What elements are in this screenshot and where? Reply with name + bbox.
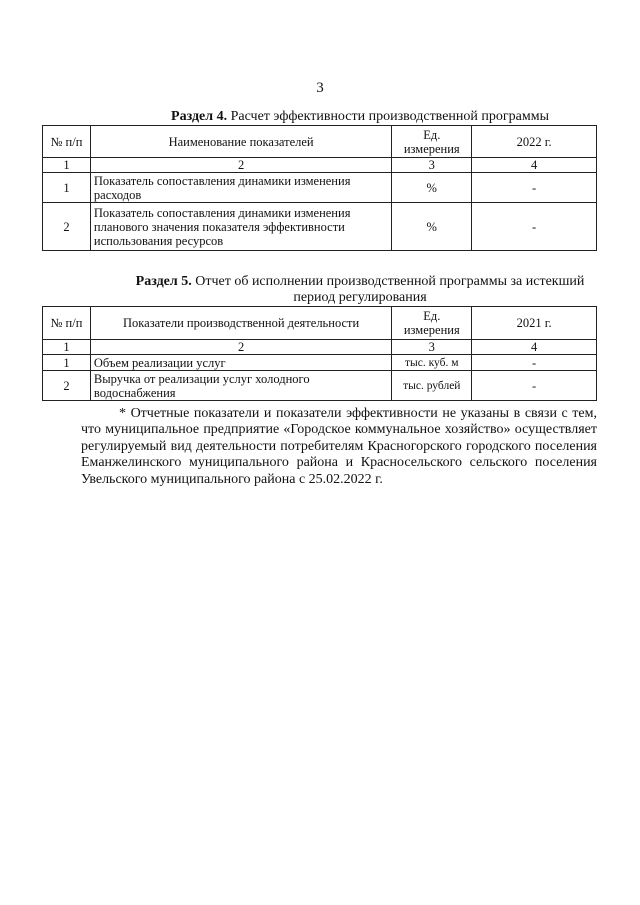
index-cell: 2: [90, 340, 391, 355]
header-indicator-name: Показатели производственной деятельности: [90, 307, 391, 340]
table-row: [43, 355, 597, 371]
section-5-title-bold: Раздел 5.: [135, 274, 192, 289]
index-cell: 1: [43, 340, 91, 355]
table-row: [43, 203, 597, 251]
index-cell: 2: [90, 158, 391, 173]
row-indicator: Объем реализации услуг: [90, 355, 391, 371]
index-cell: 3: [392, 340, 472, 355]
row-value: -: [472, 371, 597, 401]
row-number: 2: [43, 371, 91, 401]
header-year: 2022 г.: [472, 126, 597, 158]
row-value: -: [472, 203, 597, 251]
section-4-table: [42, 125, 597, 251]
footnote: [81, 406, 597, 488]
row-indicator: Показатель сопоставления динамики изменения расходов: [90, 173, 391, 203]
index-cell: 4: [472, 158, 597, 173]
header-unit: Ед. измерения: [392, 126, 472, 158]
table-index-row: [43, 158, 597, 173]
row-value: -: [472, 355, 597, 371]
row-unit: тыс. рублей: [392, 371, 472, 401]
page-number: 3: [316, 80, 324, 96]
header-indicator-name: Наименование показателей: [90, 126, 391, 158]
table-index-row: [43, 340, 597, 355]
footnote-text: * Отчетные показатели и показатели эффективности не указаны в связи с тем, что муниципальное предприятие «Городское коммунальное хозяйство» осуществляет регулируемый вид деятельности потребителям Красногорского городского поселения Еманжелинского муниципального района и Красносельского сельского поселения Увельского муниципального района с 25.02.2022 г.: [81, 406, 597, 487]
row-value: -: [472, 173, 597, 203]
row-number: 1: [43, 355, 91, 371]
section-4-title-bold: Раздел 4.: [171, 109, 228, 124]
row-indicator: Показатель сопоставления динамики изменения планового значения показателя эффективности использования ресурсов: [90, 203, 391, 251]
table-row: [43, 173, 597, 203]
table-header-row: [43, 307, 597, 340]
index-cell: 3: [392, 158, 472, 173]
row-number: 2: [43, 203, 91, 251]
section-5-title-text: Отчет об исполнении производственной программы за истекший период регулирования: [191, 274, 585, 305]
index-cell: 1: [43, 158, 91, 173]
header-unit: Ед. измерения: [392, 307, 472, 340]
table-row: [43, 371, 597, 401]
section-5-title: [125, 274, 595, 306]
row-unit: тыс. куб. м: [392, 355, 472, 371]
row-unit: %: [392, 173, 472, 203]
row-indicator: Выручка от реализации услуг холодного водоснабжения: [90, 371, 391, 401]
header-year: 2021 г.: [472, 307, 597, 340]
row-unit: %: [392, 203, 472, 251]
header-number: № п/п: [43, 126, 91, 158]
section-4-title: [130, 109, 590, 125]
row-number: 1: [43, 173, 91, 203]
section-5-table: [42, 306, 597, 401]
index-cell: 4: [472, 340, 597, 355]
section-4-title-text: Расчет эффективности производственной программы: [227, 109, 549, 124]
table-header-row: [43, 126, 597, 158]
header-number: № п/п: [43, 307, 91, 340]
